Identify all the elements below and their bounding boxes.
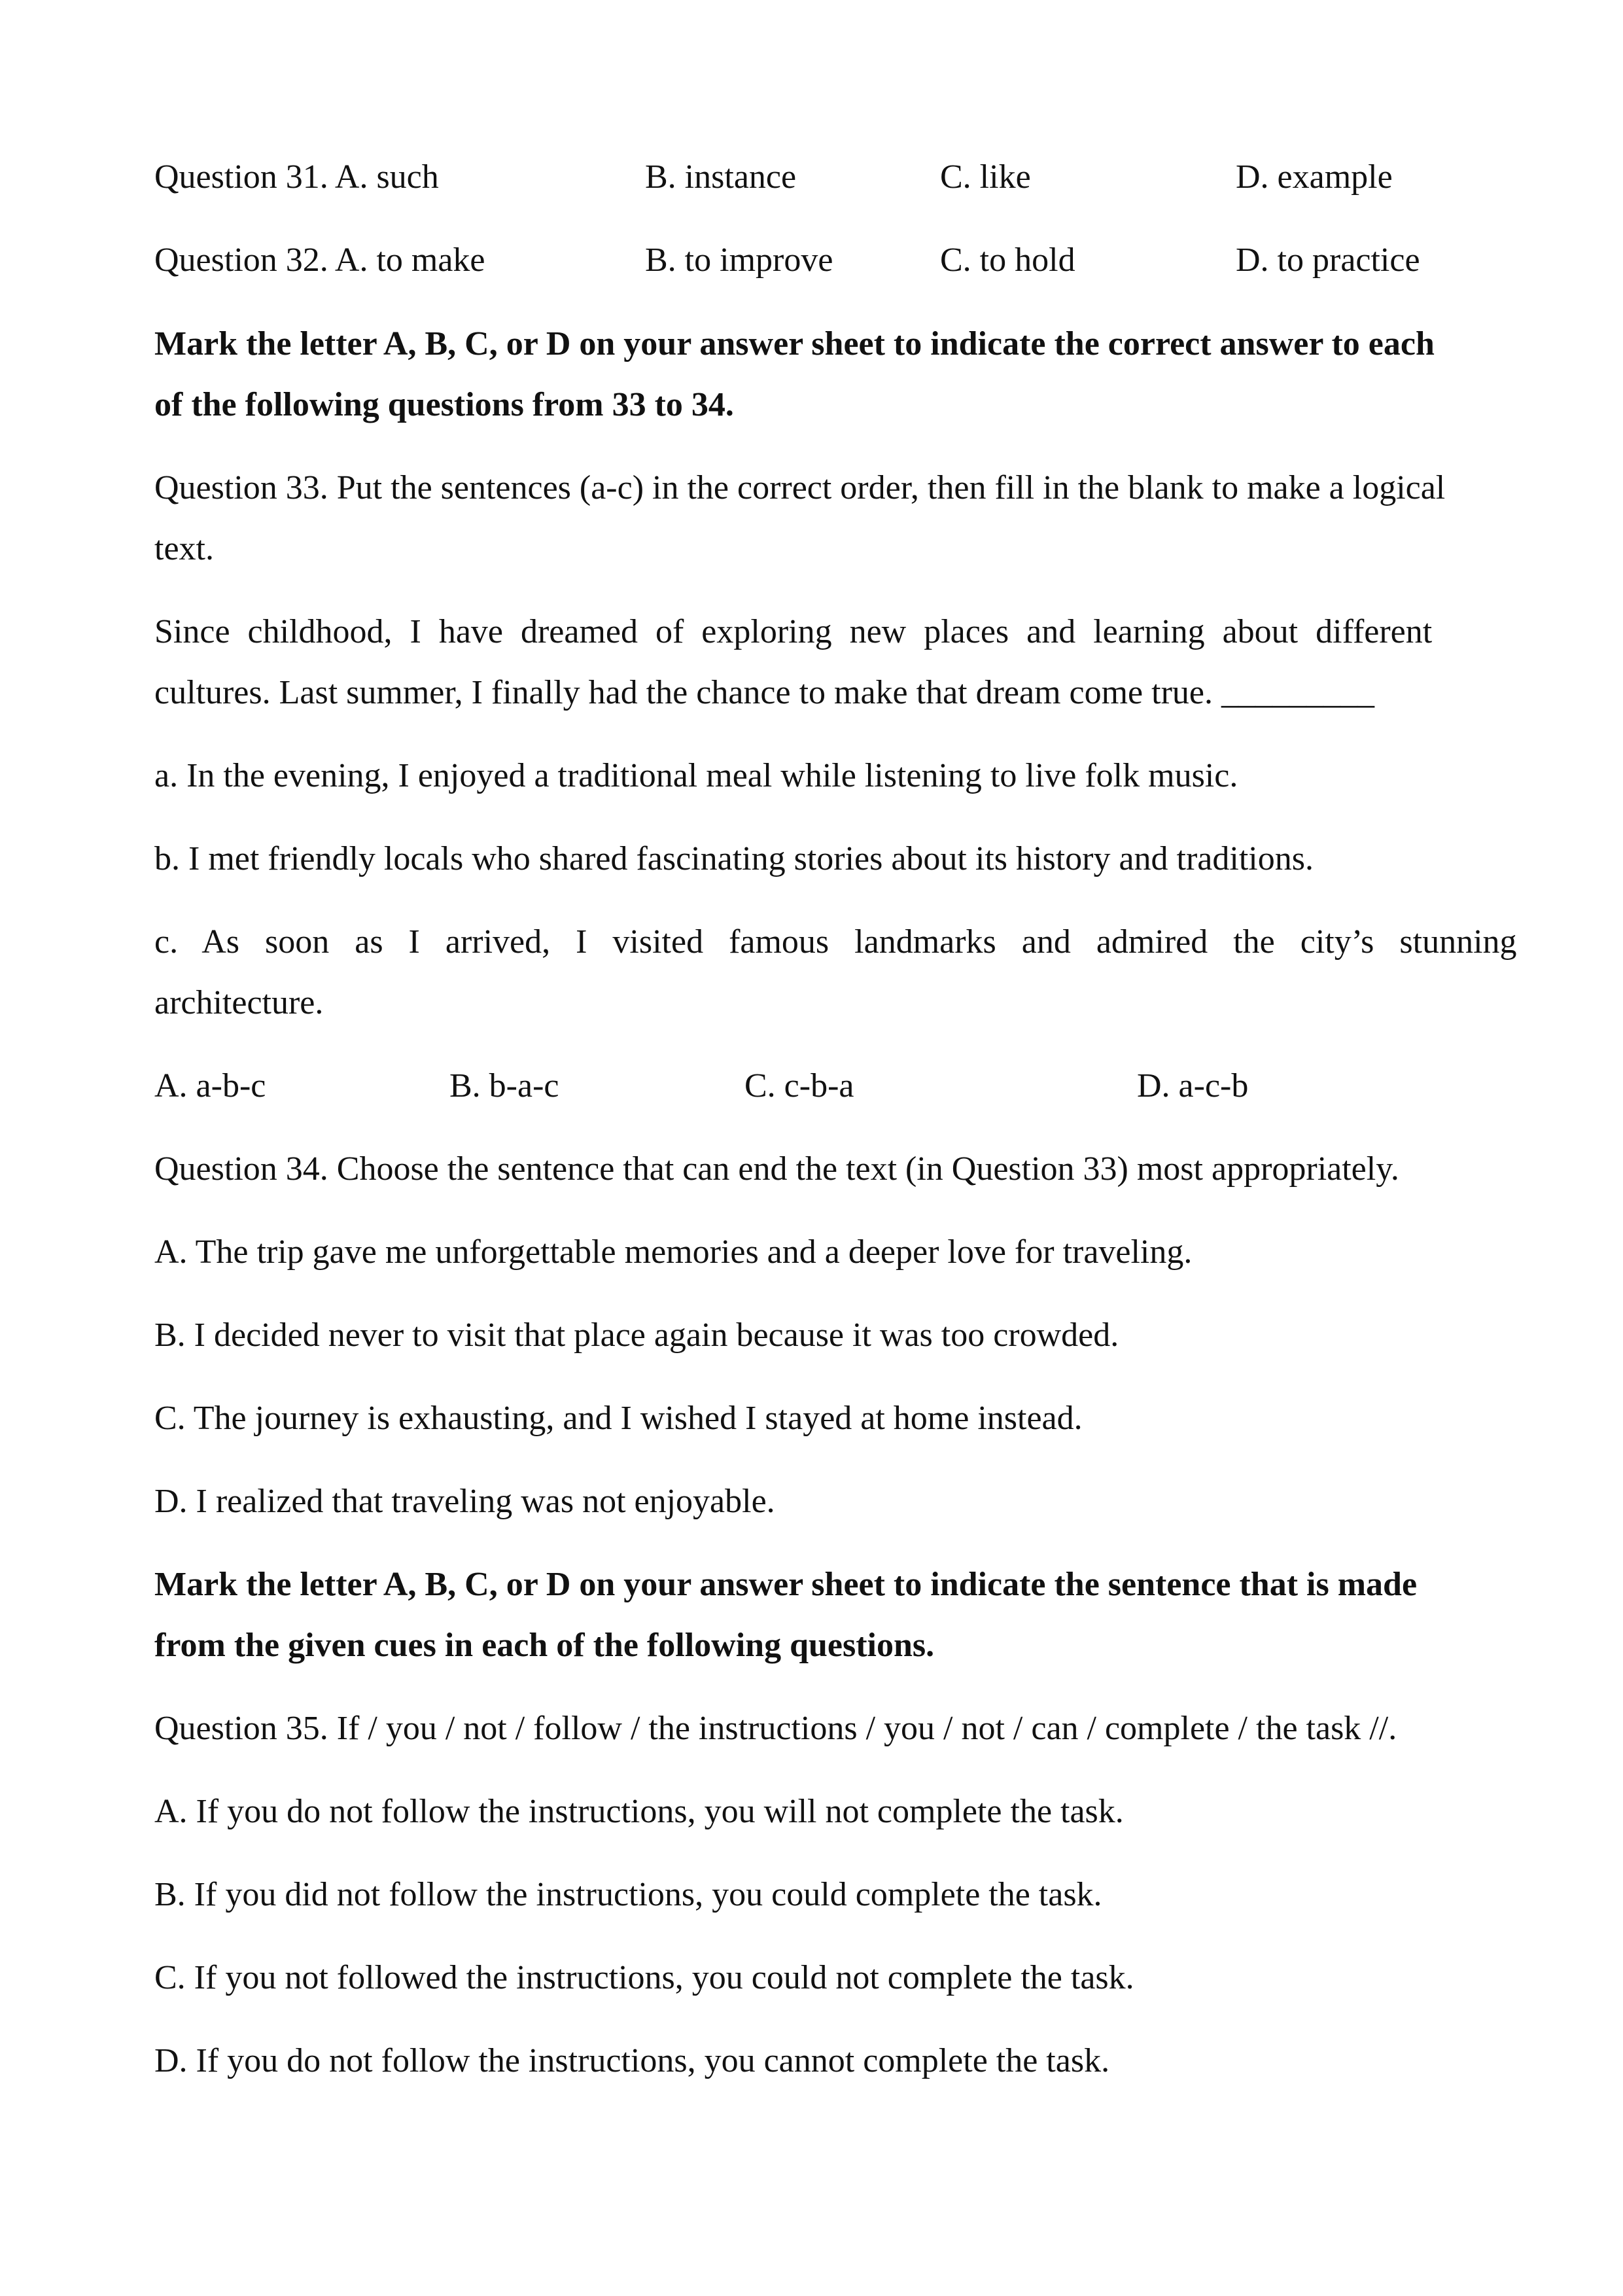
question-33-stem-line-1: Question 33. Put the sentences (a-c) in the correct order, then fill in the blank to make a logical	[154, 469, 1446, 506]
question-33-option-d: D. a-c-b	[1137, 1067, 1249, 1104]
question-32-option-d: D. to practice	[1236, 241, 1420, 279]
question-33-passage-line-2: cultures. Last summer, I finally had the chance to make that dream come true. _________	[154, 674, 1374, 711]
question-33-passage-line-1: Since childhood, I have dreamed of exploring new places and learning about different	[154, 613, 1433, 650]
question-33-item-c-line-2: architecture.	[154, 984, 324, 1021]
question-33-option-a: A. a-b-c	[154, 1067, 266, 1104]
question-35-option-c: C. If you not followed the instructions, you could not complete the task.	[154, 1959, 1134, 1996]
question-34-option-a: A. The trip gave me unforgettable memories and a deeper love for traveling.	[154, 1233, 1193, 1271]
question-34-option-c: C. The journey is exhausting, and I wished I stayed at home instead.	[154, 1400, 1083, 1437]
question-33-option-c: C. c-b-a	[744, 1067, 854, 1104]
question-32-option-b: B. to improve	[645, 241, 833, 279]
instruction-2-line-2: from the given cues in each of the following questions.	[154, 1627, 935, 1664]
question-34-option-b: B. I decided never to visit that place again because it was too crowded.	[154, 1316, 1119, 1354]
question-31-option-d: D. example	[1236, 158, 1393, 196]
question-35-stem: Question 35. If / you / not / follow / the instructions / you / not / can / complete / the task //.	[154, 1710, 1397, 1747]
question-31-option-b: B. instance	[645, 158, 797, 196]
question-31-option-c: C. like	[940, 158, 1031, 196]
question-33-stem-line-2: text.	[154, 530, 214, 567]
instruction-1-line-1: Mark the letter A, B, C, or D on your answer sheet to indicate the correct answer to each	[154, 325, 1435, 362]
question-33-option-b: B. b-a-c	[449, 1067, 559, 1104]
question-32-option-c: C. to hold	[940, 241, 1075, 279]
question-35-option-b: B. If you did not follow the instructions, you could complete the task.	[154, 1876, 1102, 1913]
instruction-2-line-1: Mark the letter A, B, C, or D on your answer sheet to indicate the sentence that is made	[154, 1566, 1418, 1603]
question-35-option-d: D. If you do not follow the instructions, you cannot complete the task.	[154, 2042, 1110, 2079]
question-34-option-d: D. I realized that traveling was not enjoyable.	[154, 1483, 775, 1520]
question-34-stem: Question 34. Choose the sentence that can end the text (in Question 33) most appropriately.	[154, 1150, 1399, 1188]
question-33-item-a: a. In the evening, I enjoyed a traditional meal while listening to live folk music.	[154, 757, 1238, 794]
question-32-option-a: Question 32. A. to make	[154, 241, 485, 279]
question-33-item-b: b. I met friendly locals who shared fascinating stories about its history and traditions.	[154, 840, 1314, 877]
instruction-1-line-2: of the following questions from 33 to 34.	[154, 386, 734, 423]
question-31-option-a: Question 31. A. such	[154, 158, 439, 196]
question-35-option-a: A. If you do not follow the instructions, you will not complete the task.	[154, 1793, 1124, 1830]
question-33-item-c-line-1: c. As soon as I arrived, I visited famous landmarks and admired the city’s stunning	[154, 923, 1517, 961]
